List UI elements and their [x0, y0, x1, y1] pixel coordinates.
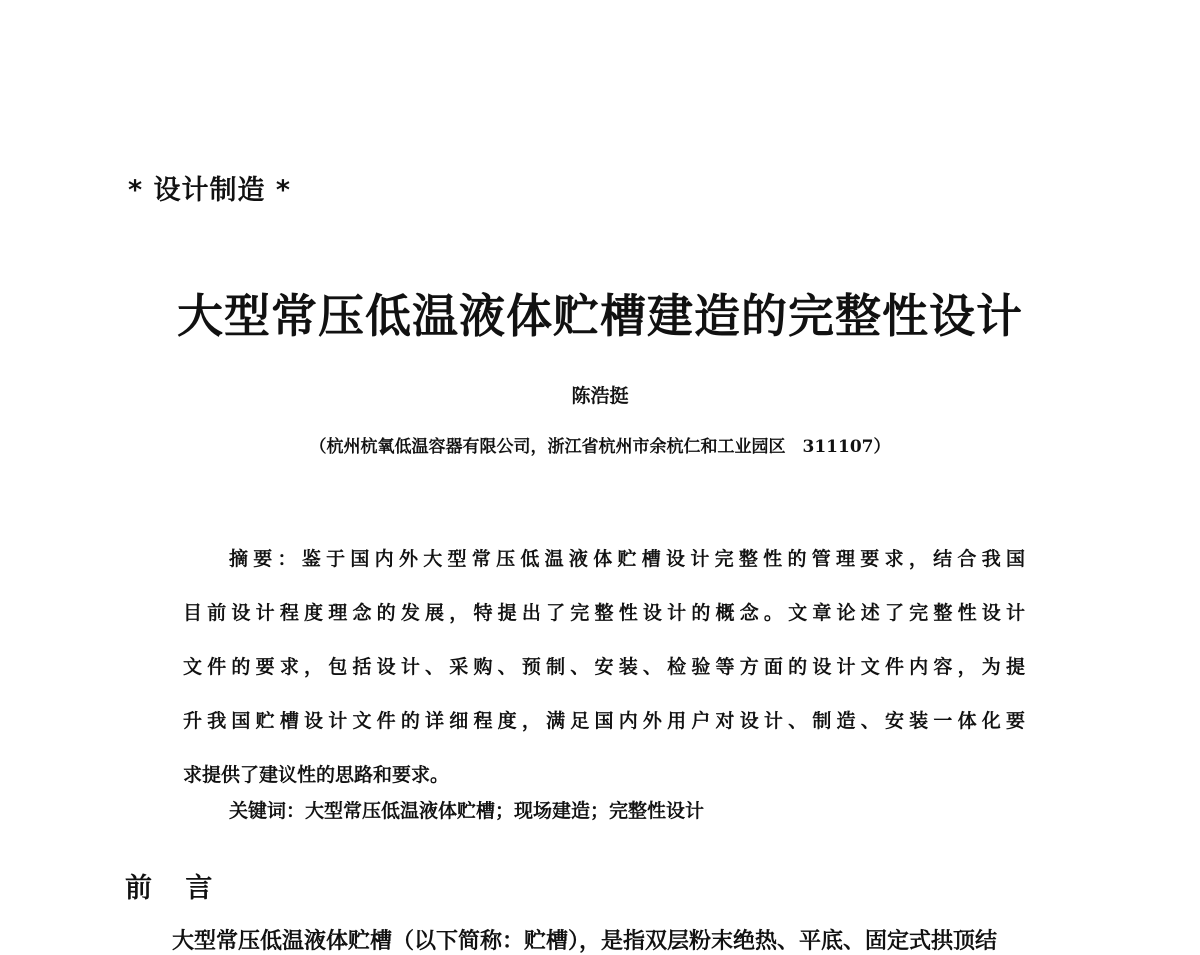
abstract-line: 升我国贮槽设计文件的详细程度，满足国内外用户对设计、制造、安装一体化要: [183, 710, 1025, 732]
author-name: 陈浩挺: [571, 385, 629, 407]
section-heading-preface: 前 言: [125, 873, 225, 904]
author-affiliation: （杭州杭氧低温容器有限公司，浙江省杭州市余杭仁和工业园区 311107）: [309, 437, 891, 457]
section-tag: * 设计制造 *: [128, 175, 292, 206]
body-paragraph: 大型常压低温液体贮槽（以下简称：贮槽），是指双层粉末绝热、平底、固定式拱顶结: [172, 928, 998, 954]
abstract-line: 目前设计程度理念的发展，特提出了完整性设计的概念。文章论述了完整性设计: [183, 602, 1025, 624]
abstract: [183, 532, 1025, 802]
abstract-line: 求提供了建议性的思路和要求。: [183, 764, 450, 786]
keywords: 关键词：大型常压低温液体贮槽；现场建造；完整性设计: [229, 800, 705, 822]
abstract-line: 文件的要求，包括设计、采购、预制、安装、检验等方面的设计文件内容，为提: [183, 656, 1025, 678]
paper-title: 大型常压低温液体贮槽建造的完整性设计: [177, 289, 1023, 343]
abstract-line: 摘要：鉴于国内外大型常压低温液体贮槽设计完整性的管理要求，结合我国: [229, 548, 1025, 570]
